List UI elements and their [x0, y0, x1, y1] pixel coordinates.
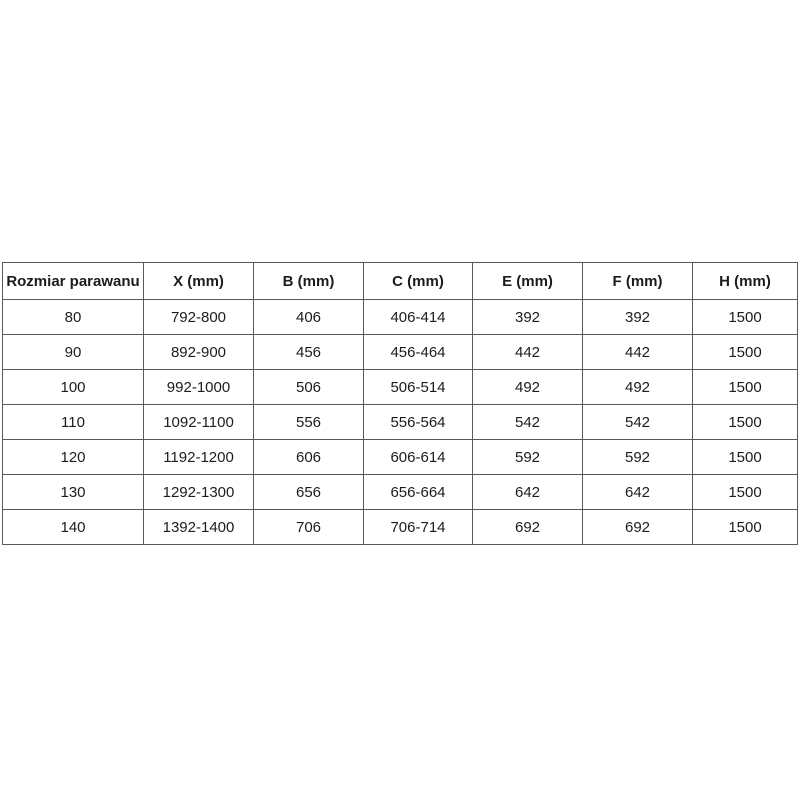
table-cell: 656 — [254, 475, 364, 510]
table-cell: 1500 — [693, 510, 798, 545]
table-cell: 80 — [3, 300, 144, 335]
table-cell: 892-900 — [144, 335, 254, 370]
table-cell: 90 — [3, 335, 144, 370]
table-row-80 — [3, 300, 798, 335]
table-cell: 442 — [473, 335, 583, 370]
table-cell: 592 — [583, 440, 693, 475]
table-cell: 456 — [254, 335, 364, 370]
table-cell: 556-564 — [364, 405, 473, 440]
table-cell: 406 — [254, 300, 364, 335]
column-header-x-mm: X (mm) — [144, 263, 254, 300]
table-cell: 492 — [583, 370, 693, 405]
table-cell: 140 — [3, 510, 144, 545]
table-cell: 542 — [583, 405, 693, 440]
table-row-130 — [3, 475, 798, 510]
table-cell: 392 — [473, 300, 583, 335]
table-row-90 — [3, 335, 798, 370]
column-header-b-mm: B (mm) — [254, 263, 364, 300]
table-cell: 406-414 — [364, 300, 473, 335]
table-cell: 110 — [3, 405, 144, 440]
table-cell: 442 — [583, 335, 693, 370]
table-cell: 706 — [254, 510, 364, 545]
table-cell: 1500 — [693, 300, 798, 335]
table-cell: 692 — [473, 510, 583, 545]
table-header-row — [3, 263, 798, 300]
table-cell: 506 — [254, 370, 364, 405]
column-header-h-mm: H (mm) — [693, 263, 798, 300]
dimensions-table — [2, 262, 798, 545]
table-cell: 706-714 — [364, 510, 473, 545]
table-cell: 792-800 — [144, 300, 254, 335]
column-header-c-mm: C (mm) — [364, 263, 473, 300]
column-header-e-mm: E (mm) — [473, 263, 583, 300]
column-header-f-mm: F (mm) — [583, 263, 693, 300]
table-cell: 1392-1400 — [144, 510, 254, 545]
table-cell: 992-1000 — [144, 370, 254, 405]
table-cell: 556 — [254, 405, 364, 440]
table-cell: 506-514 — [364, 370, 473, 405]
table-cell: 642 — [583, 475, 693, 510]
table-cell: 1192-1200 — [144, 440, 254, 475]
table-cell: 1500 — [693, 440, 798, 475]
table-cell: 492 — [473, 370, 583, 405]
table-cell: 542 — [473, 405, 583, 440]
table-cell: 1500 — [693, 370, 798, 405]
table-cell: 100 — [3, 370, 144, 405]
table-cell: 692 — [583, 510, 693, 545]
table-row-140 — [3, 510, 798, 545]
table-cell: 392 — [583, 300, 693, 335]
table-cell: 456-464 — [364, 335, 473, 370]
table-cell: 130 — [3, 475, 144, 510]
table-cell: 606-614 — [364, 440, 473, 475]
table-cell: 592 — [473, 440, 583, 475]
column-header-rozmiar-parawanu: Rozmiar parawanu — [3, 263, 144, 300]
table-cell: 1500 — [693, 405, 798, 440]
table-row-120 — [3, 440, 798, 475]
table-row-100 — [3, 370, 798, 405]
table-cell: 642 — [473, 475, 583, 510]
table-cell: 1500 — [693, 475, 798, 510]
table-row-110 — [3, 405, 798, 440]
table-cell: 1292-1300 — [144, 475, 254, 510]
table-cell: 1500 — [693, 335, 798, 370]
table-cell: 656-664 — [364, 475, 473, 510]
table-cell: 120 — [3, 440, 144, 475]
table-cell: 606 — [254, 440, 364, 475]
table-cell: 1092-1100 — [144, 405, 254, 440]
